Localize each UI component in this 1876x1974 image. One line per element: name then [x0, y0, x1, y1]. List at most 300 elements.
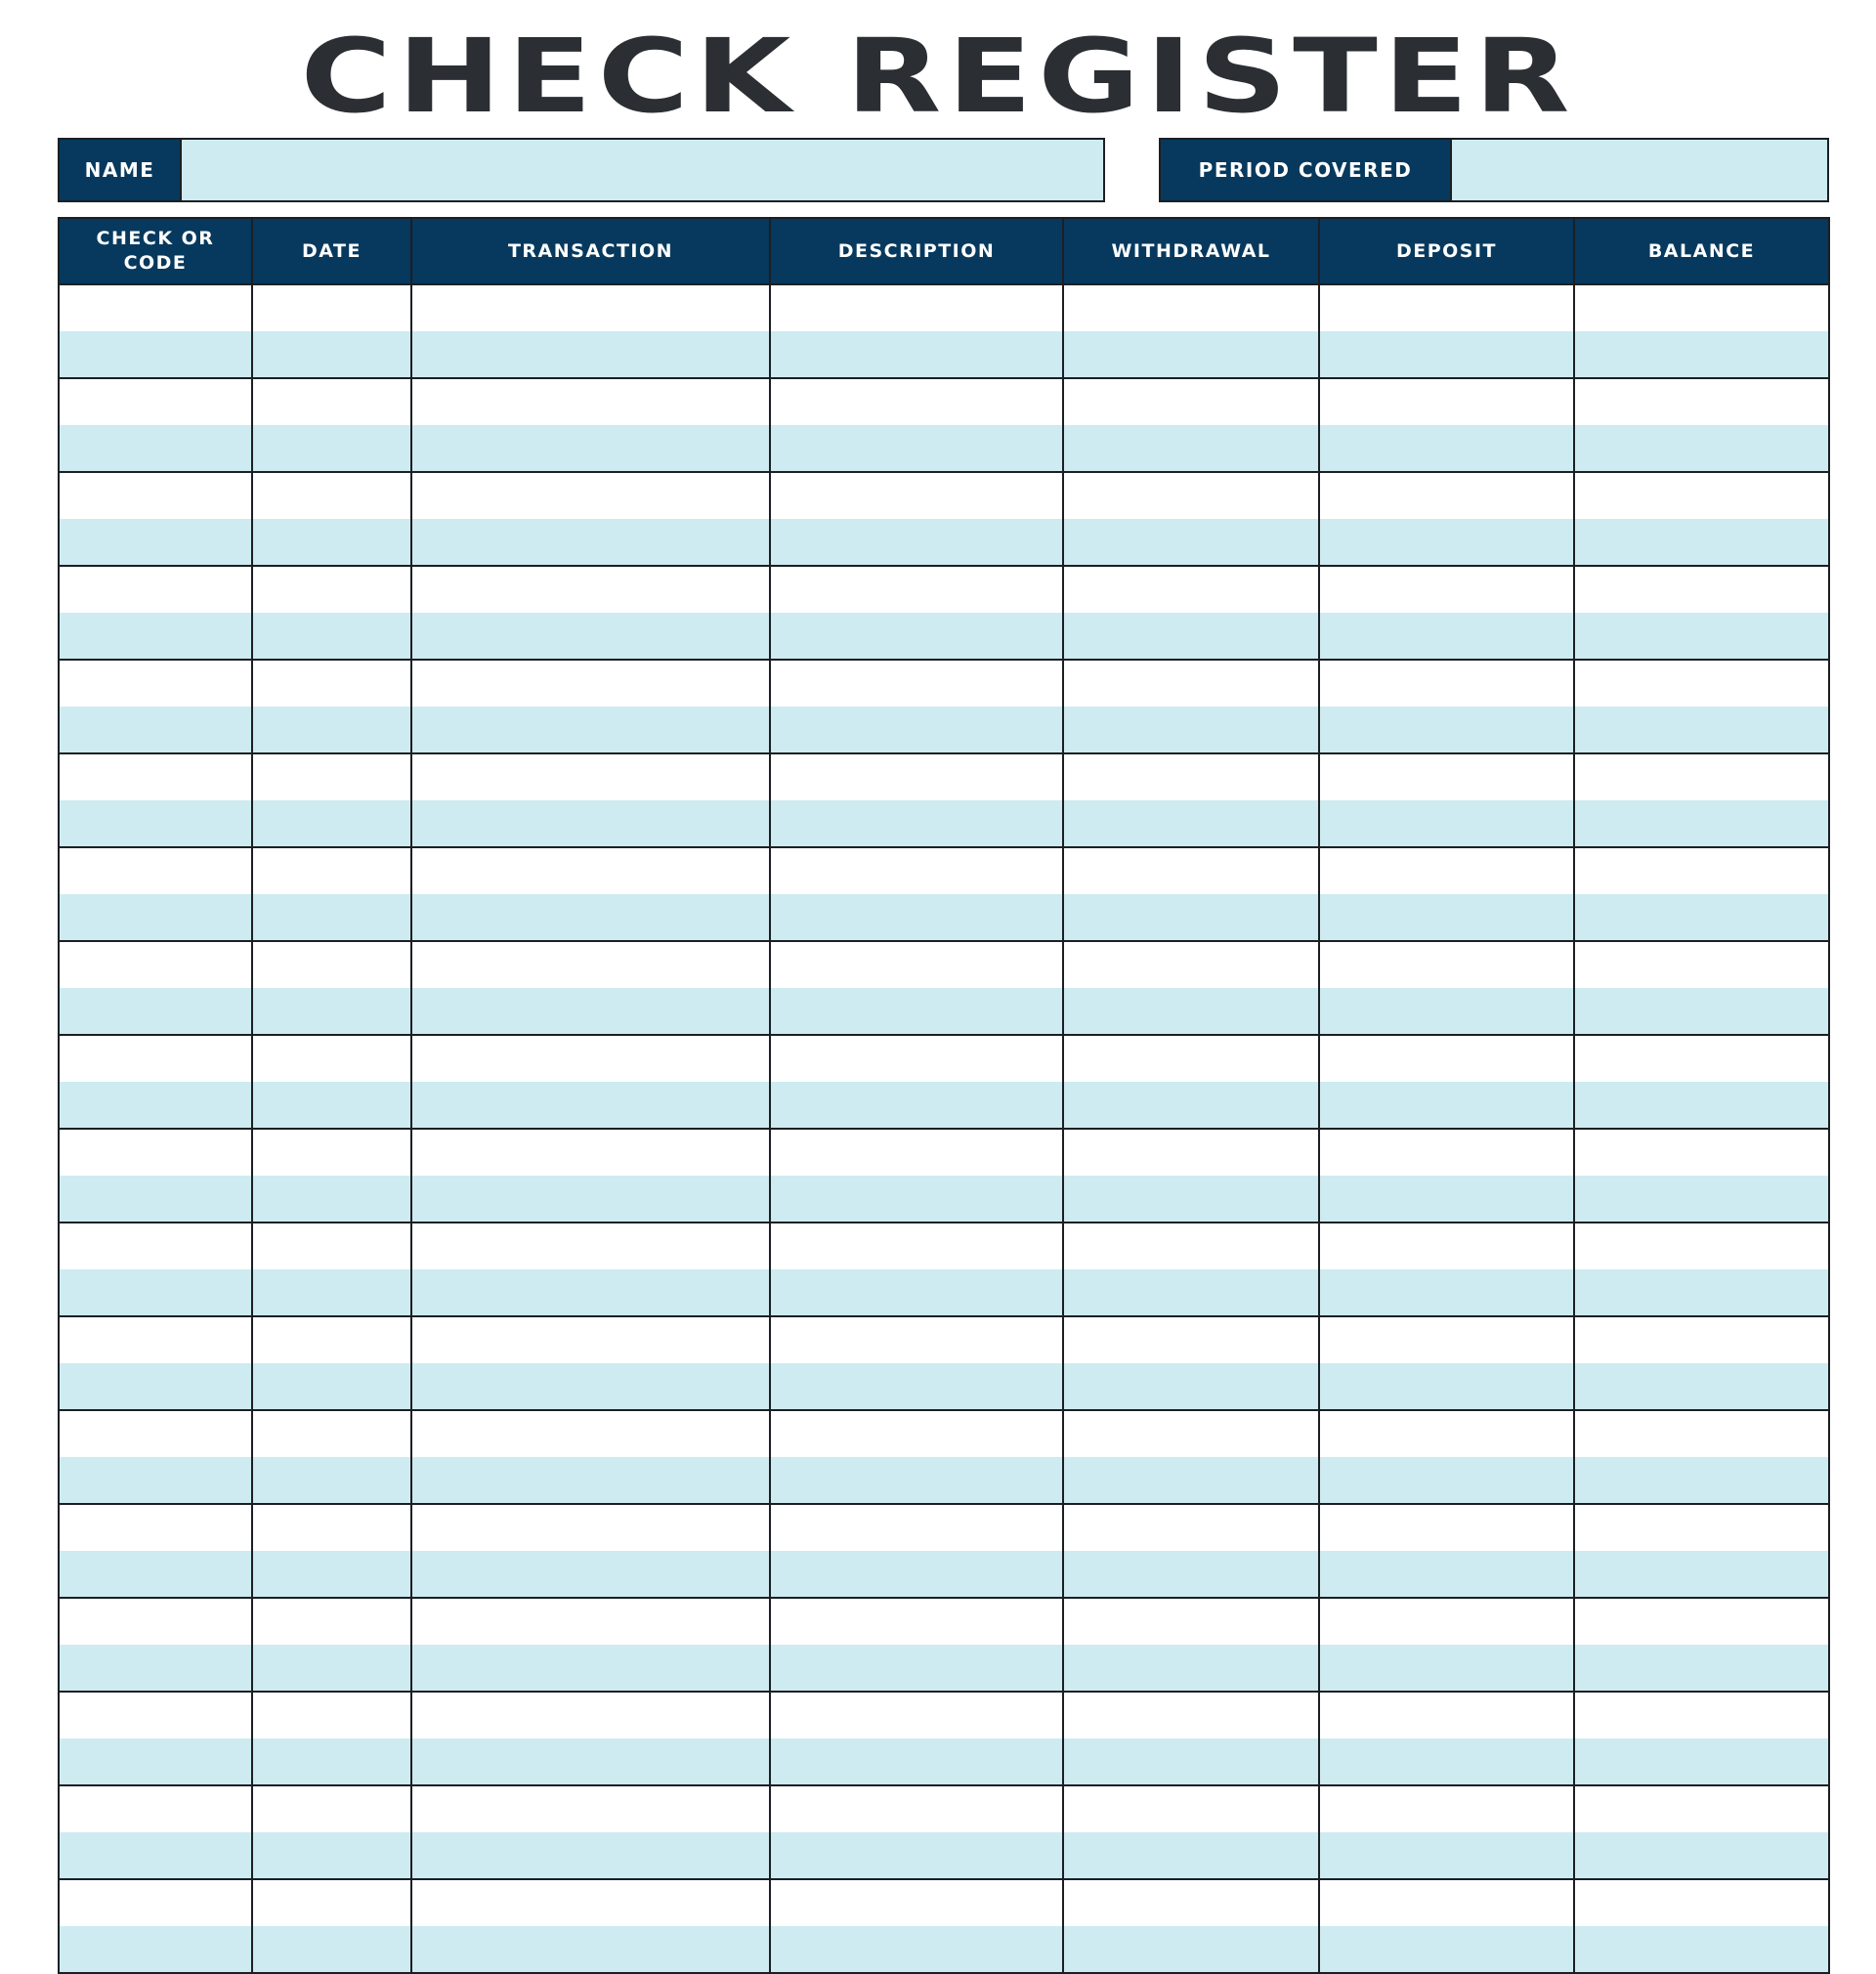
withdrawal-cell[interactable] — [1063, 1738, 1319, 1785]
transaction-cell[interactable] — [411, 1269, 770, 1316]
date-cell[interactable] — [252, 1551, 411, 1598]
date-cell[interactable] — [252, 1645, 411, 1692]
check-or-code-cell[interactable] — [59, 1692, 252, 1738]
balance-cell[interactable] — [1574, 1551, 1829, 1598]
balance-cell[interactable] — [1574, 1785, 1829, 1832]
balance-cell[interactable] — [1574, 1598, 1829, 1645]
table-row — [59, 1363, 1829, 1410]
date-cell[interactable] — [252, 284, 411, 331]
withdrawal-cell[interactable] — [1063, 894, 1319, 941]
withdrawal-cell[interactable] — [1063, 1363, 1319, 1410]
balance-cell[interactable] — [1574, 1645, 1829, 1692]
transaction-cell[interactable] — [411, 1410, 770, 1457]
date-cell[interactable] — [252, 472, 411, 519]
balance-cell[interactable] — [1574, 613, 1829, 660]
check-or-code-cell[interactable] — [59, 1551, 252, 1598]
description-cell[interactable] — [770, 847, 1063, 894]
table-row — [59, 1504, 1829, 1551]
description-cell[interactable] — [770, 1410, 1063, 1457]
transaction-cell[interactable] — [411, 941, 770, 988]
deposit-cell[interactable] — [1319, 753, 1574, 800]
deposit-cell[interactable] — [1319, 1926, 1574, 1973]
name-input[interactable] — [182, 140, 1103, 200]
check-or-code-cell[interactable] — [59, 1035, 252, 1082]
balance-cell[interactable] — [1574, 1223, 1829, 1269]
withdrawal-cell[interactable] — [1063, 613, 1319, 660]
check-or-code-cell[interactable] — [59, 1645, 252, 1692]
withdrawal-cell[interactable] — [1063, 707, 1319, 753]
balance-cell[interactable] — [1574, 988, 1829, 1035]
deposit-cell[interactable] — [1319, 1598, 1574, 1645]
withdrawal-cell[interactable] — [1063, 331, 1319, 378]
description-cell[interactable] — [770, 1035, 1063, 1082]
date-cell[interactable] — [252, 941, 411, 988]
withdrawal-cell[interactable] — [1063, 1035, 1319, 1082]
check-or-code-cell[interactable] — [59, 1738, 252, 1785]
column-header-description: DESCRIPTION — [770, 218, 1063, 284]
balance-cell[interactable] — [1574, 425, 1829, 472]
check-or-code-cell[interactable] — [59, 1598, 252, 1645]
description-cell[interactable] — [770, 331, 1063, 378]
deposit-cell[interactable] — [1319, 1832, 1574, 1879]
balance-cell[interactable] — [1574, 1879, 1829, 1926]
deposit-cell[interactable] — [1319, 847, 1574, 894]
check-or-code-cell[interactable] — [59, 472, 252, 519]
check-or-code-cell[interactable] — [59, 566, 252, 613]
date-cell[interactable] — [252, 800, 411, 847]
transaction-cell[interactable] — [411, 1692, 770, 1738]
withdrawal-cell[interactable] — [1063, 988, 1319, 1035]
withdrawal-cell[interactable] — [1063, 519, 1319, 566]
deposit-cell[interactable] — [1319, 988, 1574, 1035]
withdrawal-cell[interactable] — [1063, 800, 1319, 847]
table-row — [59, 331, 1829, 378]
deposit-cell[interactable] — [1319, 1176, 1574, 1223]
description-cell[interactable] — [770, 894, 1063, 941]
balance-cell[interactable] — [1574, 847, 1829, 894]
date-cell[interactable] — [252, 1316, 411, 1363]
description-cell[interactable] — [770, 425, 1063, 472]
deposit-cell[interactable] — [1319, 1035, 1574, 1082]
deposit-cell[interactable] — [1319, 1316, 1574, 1363]
deposit-cell[interactable] — [1319, 284, 1574, 331]
date-cell[interactable] — [252, 1176, 411, 1223]
balance-cell[interactable] — [1574, 1269, 1829, 1316]
description-cell[interactable] — [770, 284, 1063, 331]
check-or-code-cell[interactable] — [59, 1410, 252, 1457]
deposit-cell[interactable] — [1319, 1082, 1574, 1129]
date-cell[interactable] — [252, 1879, 411, 1926]
balance-cell[interactable] — [1574, 1926, 1829, 1973]
balance-cell[interactable] — [1574, 519, 1829, 566]
page-title: CHECK REGISTER — [300, 17, 1576, 136]
table-row — [59, 1926, 1829, 1973]
description-cell[interactable] — [770, 566, 1063, 613]
withdrawal-cell[interactable] — [1063, 1316, 1319, 1363]
table-row — [59, 1129, 1829, 1176]
balance-cell[interactable] — [1574, 1129, 1829, 1176]
balance-cell[interactable] — [1574, 1738, 1829, 1785]
register-table — [58, 217, 1830, 1974]
transaction-cell[interactable] — [411, 519, 770, 566]
check-or-code-cell[interactable] — [59, 519, 252, 566]
deposit-cell[interactable] — [1319, 378, 1574, 425]
check-or-code-cell[interactable] — [59, 1457, 252, 1504]
balance-cell[interactable] — [1574, 1316, 1829, 1363]
table-row — [59, 660, 1829, 707]
table-row — [59, 613, 1829, 660]
table-row — [59, 847, 1829, 894]
table-row — [59, 566, 1829, 613]
check-or-code-cell[interactable] — [59, 425, 252, 472]
transaction-cell[interactable] — [411, 566, 770, 613]
description-cell[interactable] — [770, 660, 1063, 707]
description-cell[interactable] — [770, 1176, 1063, 1223]
date-cell[interactable] — [252, 566, 411, 613]
transaction-cell[interactable] — [411, 613, 770, 660]
date-cell[interactable] — [252, 1457, 411, 1504]
balance-cell[interactable] — [1574, 1176, 1829, 1223]
transaction-cell[interactable] — [411, 1035, 770, 1082]
description-cell[interactable] — [770, 1692, 1063, 1738]
table-row — [59, 378, 1829, 425]
deposit-cell[interactable] — [1319, 941, 1574, 988]
check-or-code-cell[interactable] — [59, 284, 252, 331]
table-row — [59, 1551, 1829, 1598]
date-cell[interactable] — [252, 1129, 411, 1176]
date-cell[interactable] — [252, 1269, 411, 1316]
description-cell[interactable] — [770, 613, 1063, 660]
balance-cell[interactable] — [1574, 1082, 1829, 1129]
table-row — [59, 425, 1829, 472]
withdrawal-cell[interactable] — [1063, 1504, 1319, 1551]
column-header-deposit: DEPOSIT — [1319, 218, 1574, 284]
withdrawal-cell[interactable] — [1063, 753, 1319, 800]
balance-cell[interactable] — [1574, 331, 1829, 378]
transaction-cell[interactable] — [411, 847, 770, 894]
balance-cell[interactable] — [1574, 1832, 1829, 1879]
description-cell[interactable] — [770, 707, 1063, 753]
table-row — [59, 1176, 1829, 1223]
description-cell[interactable] — [770, 378, 1063, 425]
balance-cell[interactable] — [1574, 1410, 1829, 1457]
balance-cell[interactable] — [1574, 1035, 1829, 1082]
description-cell[interactable] — [770, 1363, 1063, 1410]
transaction-cell[interactable] — [411, 1176, 770, 1223]
transaction-cell[interactable] — [411, 753, 770, 800]
balance-cell[interactable] — [1574, 472, 1829, 519]
transaction-cell[interactable] — [411, 1879, 770, 1926]
transaction-cell[interactable] — [411, 1832, 770, 1879]
description-cell[interactable] — [770, 1738, 1063, 1785]
deposit-cell[interactable] — [1319, 660, 1574, 707]
deposit-cell[interactable] — [1319, 519, 1574, 566]
table-row — [59, 519, 1829, 566]
check-or-code-cell[interactable] — [59, 1176, 252, 1223]
deposit-cell[interactable] — [1319, 425, 1574, 472]
balance-cell[interactable] — [1574, 753, 1829, 800]
period-covered-field — [1159, 138, 1829, 202]
transaction-cell[interactable] — [411, 1785, 770, 1832]
transaction-cell[interactable] — [411, 660, 770, 707]
date-cell[interactable] — [252, 1363, 411, 1410]
check-or-code-cell[interactable] — [59, 1785, 252, 1832]
balance-cell[interactable] — [1574, 660, 1829, 707]
description-cell[interactable] — [770, 519, 1063, 566]
register-body — [59, 284, 1829, 1973]
date-cell[interactable] — [252, 613, 411, 660]
date-cell[interactable] — [252, 1223, 411, 1269]
description-cell[interactable] — [770, 1129, 1063, 1176]
deposit-cell[interactable] — [1319, 1738, 1574, 1785]
description-cell[interactable] — [770, 1269, 1063, 1316]
description-cell[interactable] — [770, 1457, 1063, 1504]
deposit-cell[interactable] — [1319, 1504, 1574, 1551]
check-or-code-cell[interactable] — [59, 660, 252, 707]
table-row — [59, 941, 1829, 988]
check-or-code-cell[interactable] — [59, 331, 252, 378]
table-row — [59, 1457, 1829, 1504]
check-or-code-cell[interactable] — [59, 800, 252, 847]
withdrawal-cell[interactable] — [1063, 1457, 1319, 1504]
withdrawal-cell[interactable] — [1063, 1082, 1319, 1129]
transaction-cell[interactable] — [411, 707, 770, 753]
transaction-cell[interactable] — [411, 1363, 770, 1410]
transaction-cell[interactable] — [411, 1598, 770, 1645]
check-or-code-cell[interactable] — [59, 1879, 252, 1926]
check-or-code-cell[interactable] — [59, 1926, 252, 1973]
deposit-cell[interactable] — [1319, 1410, 1574, 1457]
deposit-cell[interactable] — [1319, 1785, 1574, 1832]
table-row — [59, 800, 1829, 847]
check-or-code-cell[interactable] — [59, 707, 252, 753]
description-cell[interactable] — [770, 1785, 1063, 1832]
deposit-cell[interactable] — [1319, 331, 1574, 378]
balance-cell[interactable] — [1574, 1692, 1829, 1738]
deposit-cell[interactable] — [1319, 1692, 1574, 1738]
balance-cell[interactable] — [1574, 894, 1829, 941]
table-row — [59, 894, 1829, 941]
description-cell[interactable] — [770, 1598, 1063, 1645]
date-cell[interactable] — [252, 378, 411, 425]
table-row — [59, 1645, 1829, 1692]
balance-cell[interactable] — [1574, 800, 1829, 847]
check-or-code-cell[interactable] — [59, 1082, 252, 1129]
deposit-cell[interactable] — [1319, 472, 1574, 519]
date-cell[interactable] — [252, 1410, 411, 1457]
description-cell[interactable] — [770, 988, 1063, 1035]
withdrawal-cell[interactable] — [1063, 425, 1319, 472]
withdrawal-cell[interactable] — [1063, 1129, 1319, 1176]
transaction-cell[interactable] — [411, 1457, 770, 1504]
description-cell[interactable] — [770, 1223, 1063, 1269]
transaction-cell[interactable] — [411, 1504, 770, 1551]
column-header-withdrawal: WITHDRAWAL — [1063, 218, 1319, 284]
withdrawal-cell[interactable] — [1063, 1410, 1319, 1457]
check-or-code-cell[interactable] — [59, 1269, 252, 1316]
transaction-cell[interactable] — [411, 1551, 770, 1598]
transaction-cell[interactable] — [411, 284, 770, 331]
deposit-cell[interactable] — [1319, 613, 1574, 660]
check-or-code-cell[interactable] — [59, 1832, 252, 1879]
description-cell[interactable] — [770, 1645, 1063, 1692]
transaction-cell[interactable] — [411, 425, 770, 472]
transaction-cell[interactable] — [411, 894, 770, 941]
check-or-code-cell[interactable] — [59, 1223, 252, 1269]
transaction-cell[interactable] — [411, 1129, 770, 1176]
check-or-code-cell[interactable] — [59, 847, 252, 894]
balance-cell[interactable] — [1574, 1457, 1829, 1504]
date-cell[interactable] — [252, 425, 411, 472]
transaction-cell[interactable] — [411, 472, 770, 519]
date-cell[interactable] — [252, 1082, 411, 1129]
withdrawal-cell[interactable] — [1063, 1785, 1319, 1832]
date-cell[interactable] — [252, 1785, 411, 1832]
date-cell[interactable] — [252, 894, 411, 941]
date-cell[interactable] — [252, 847, 411, 894]
deposit-cell[interactable] — [1319, 566, 1574, 613]
column-header-balance: BALANCE — [1574, 218, 1829, 284]
table-row — [59, 707, 1829, 753]
description-cell[interactable] — [770, 800, 1063, 847]
date-cell[interactable] — [252, 331, 411, 378]
deposit-cell[interactable] — [1319, 1645, 1574, 1692]
transaction-cell[interactable] — [411, 988, 770, 1035]
check-or-code-cell[interactable] — [59, 1129, 252, 1176]
balance-cell[interactable] — [1574, 566, 1829, 613]
balance-cell[interactable] — [1574, 1504, 1829, 1551]
column-header-date: DATE — [252, 218, 411, 284]
period-covered-label: PERIOD COVERED — [1161, 140, 1452, 200]
date-cell[interactable] — [252, 1598, 411, 1645]
balance-cell[interactable] — [1574, 284, 1829, 331]
period-covered-input[interactable] — [1452, 140, 1827, 200]
date-cell[interactable] — [252, 1692, 411, 1738]
deposit-cell[interactable] — [1319, 1551, 1574, 1598]
deposit-cell[interactable] — [1319, 800, 1574, 847]
withdrawal-cell[interactable] — [1063, 1879, 1319, 1926]
deposit-cell[interactable] — [1319, 707, 1574, 753]
description-cell[interactable] — [770, 1504, 1063, 1551]
balance-cell[interactable] — [1574, 1363, 1829, 1410]
deposit-cell[interactable] — [1319, 1223, 1574, 1269]
name-field — [58, 138, 1105, 202]
check-or-code-cell[interactable] — [59, 894, 252, 941]
withdrawal-cell[interactable] — [1063, 566, 1319, 613]
deposit-cell[interactable] — [1319, 1363, 1574, 1410]
withdrawal-cell[interactable] — [1063, 1598, 1319, 1645]
table-row — [59, 1269, 1829, 1316]
date-cell[interactable] — [252, 1926, 411, 1973]
balance-cell[interactable] — [1574, 707, 1829, 753]
table-row — [59, 284, 1829, 331]
check-or-code-cell[interactable] — [59, 1363, 252, 1410]
transaction-cell[interactable] — [411, 378, 770, 425]
column-header-check-or-code: CHECK OR CODE — [59, 218, 252, 284]
transaction-cell[interactable] — [411, 1738, 770, 1785]
table-row — [59, 1738, 1829, 1785]
withdrawal-cell[interactable] — [1063, 941, 1319, 988]
deposit-cell[interactable] — [1319, 894, 1574, 941]
transaction-cell[interactable] — [411, 1082, 770, 1129]
withdrawal-cell[interactable] — [1063, 472, 1319, 519]
description-cell[interactable] — [770, 1316, 1063, 1363]
withdrawal-cell[interactable] — [1063, 1176, 1319, 1223]
withdrawal-cell[interactable] — [1063, 1551, 1319, 1598]
table-row — [59, 1035, 1829, 1082]
date-cell[interactable] — [252, 707, 411, 753]
transaction-cell[interactable] — [411, 331, 770, 378]
description-cell[interactable] — [770, 941, 1063, 988]
withdrawal-cell[interactable] — [1063, 660, 1319, 707]
transaction-cell[interactable] — [411, 1316, 770, 1363]
deposit-cell[interactable] — [1319, 1269, 1574, 1316]
date-cell[interactable] — [252, 1832, 411, 1879]
check-or-code-cell[interactable] — [59, 941, 252, 988]
description-cell[interactable] — [770, 1879, 1063, 1926]
description-cell[interactable] — [770, 472, 1063, 519]
date-cell[interactable] — [252, 1504, 411, 1551]
header-row — [59, 218, 1829, 284]
withdrawal-cell[interactable] — [1063, 1926, 1319, 1973]
description-cell[interactable] — [770, 1551, 1063, 1598]
table-row — [59, 1832, 1829, 1879]
deposit-cell[interactable] — [1319, 1879, 1574, 1926]
table-row — [59, 1785, 1829, 1832]
description-cell[interactable] — [770, 1082, 1063, 1129]
transaction-cell[interactable] — [411, 1926, 770, 1973]
date-cell[interactable] — [252, 988, 411, 1035]
description-cell[interactable] — [770, 1926, 1063, 1973]
date-cell[interactable] — [252, 1738, 411, 1785]
withdrawal-cell[interactable] — [1063, 847, 1319, 894]
transaction-cell[interactable] — [411, 800, 770, 847]
table-row — [59, 1410, 1829, 1457]
date-cell[interactable] — [252, 519, 411, 566]
balance-cell[interactable] — [1574, 378, 1829, 425]
withdrawal-cell[interactable] — [1063, 1832, 1319, 1879]
check-or-code-cell[interactable] — [59, 753, 252, 800]
date-cell[interactable] — [252, 660, 411, 707]
check-or-code-cell[interactable] — [59, 988, 252, 1035]
check-or-code-cell[interactable] — [59, 613, 252, 660]
check-or-code-cell[interactable] — [59, 1316, 252, 1363]
withdrawal-cell[interactable] — [1063, 1645, 1319, 1692]
table-row — [59, 753, 1829, 800]
withdrawal-cell[interactable] — [1063, 1269, 1319, 1316]
table-row — [59, 1692, 1829, 1738]
transaction-cell[interactable] — [411, 1223, 770, 1269]
withdrawal-cell[interactable] — [1063, 1692, 1319, 1738]
check-or-code-cell[interactable] — [59, 378, 252, 425]
table-row — [59, 472, 1829, 519]
withdrawal-cell[interactable] — [1063, 284, 1319, 331]
table-row — [59, 1223, 1829, 1269]
deposit-cell[interactable] — [1319, 1129, 1574, 1176]
balance-cell[interactable] — [1574, 941, 1829, 988]
withdrawal-cell[interactable] — [1063, 378, 1319, 425]
date-cell[interactable] — [252, 753, 411, 800]
description-cell[interactable] — [770, 753, 1063, 800]
transaction-cell[interactable] — [411, 1645, 770, 1692]
description-cell[interactable] — [770, 1832, 1063, 1879]
table-row — [59, 1316, 1829, 1363]
date-cell[interactable] — [252, 1035, 411, 1082]
table-row — [59, 1598, 1829, 1645]
withdrawal-cell[interactable] — [1063, 1223, 1319, 1269]
deposit-cell[interactable] — [1319, 1457, 1574, 1504]
check-or-code-cell[interactable] — [59, 1504, 252, 1551]
